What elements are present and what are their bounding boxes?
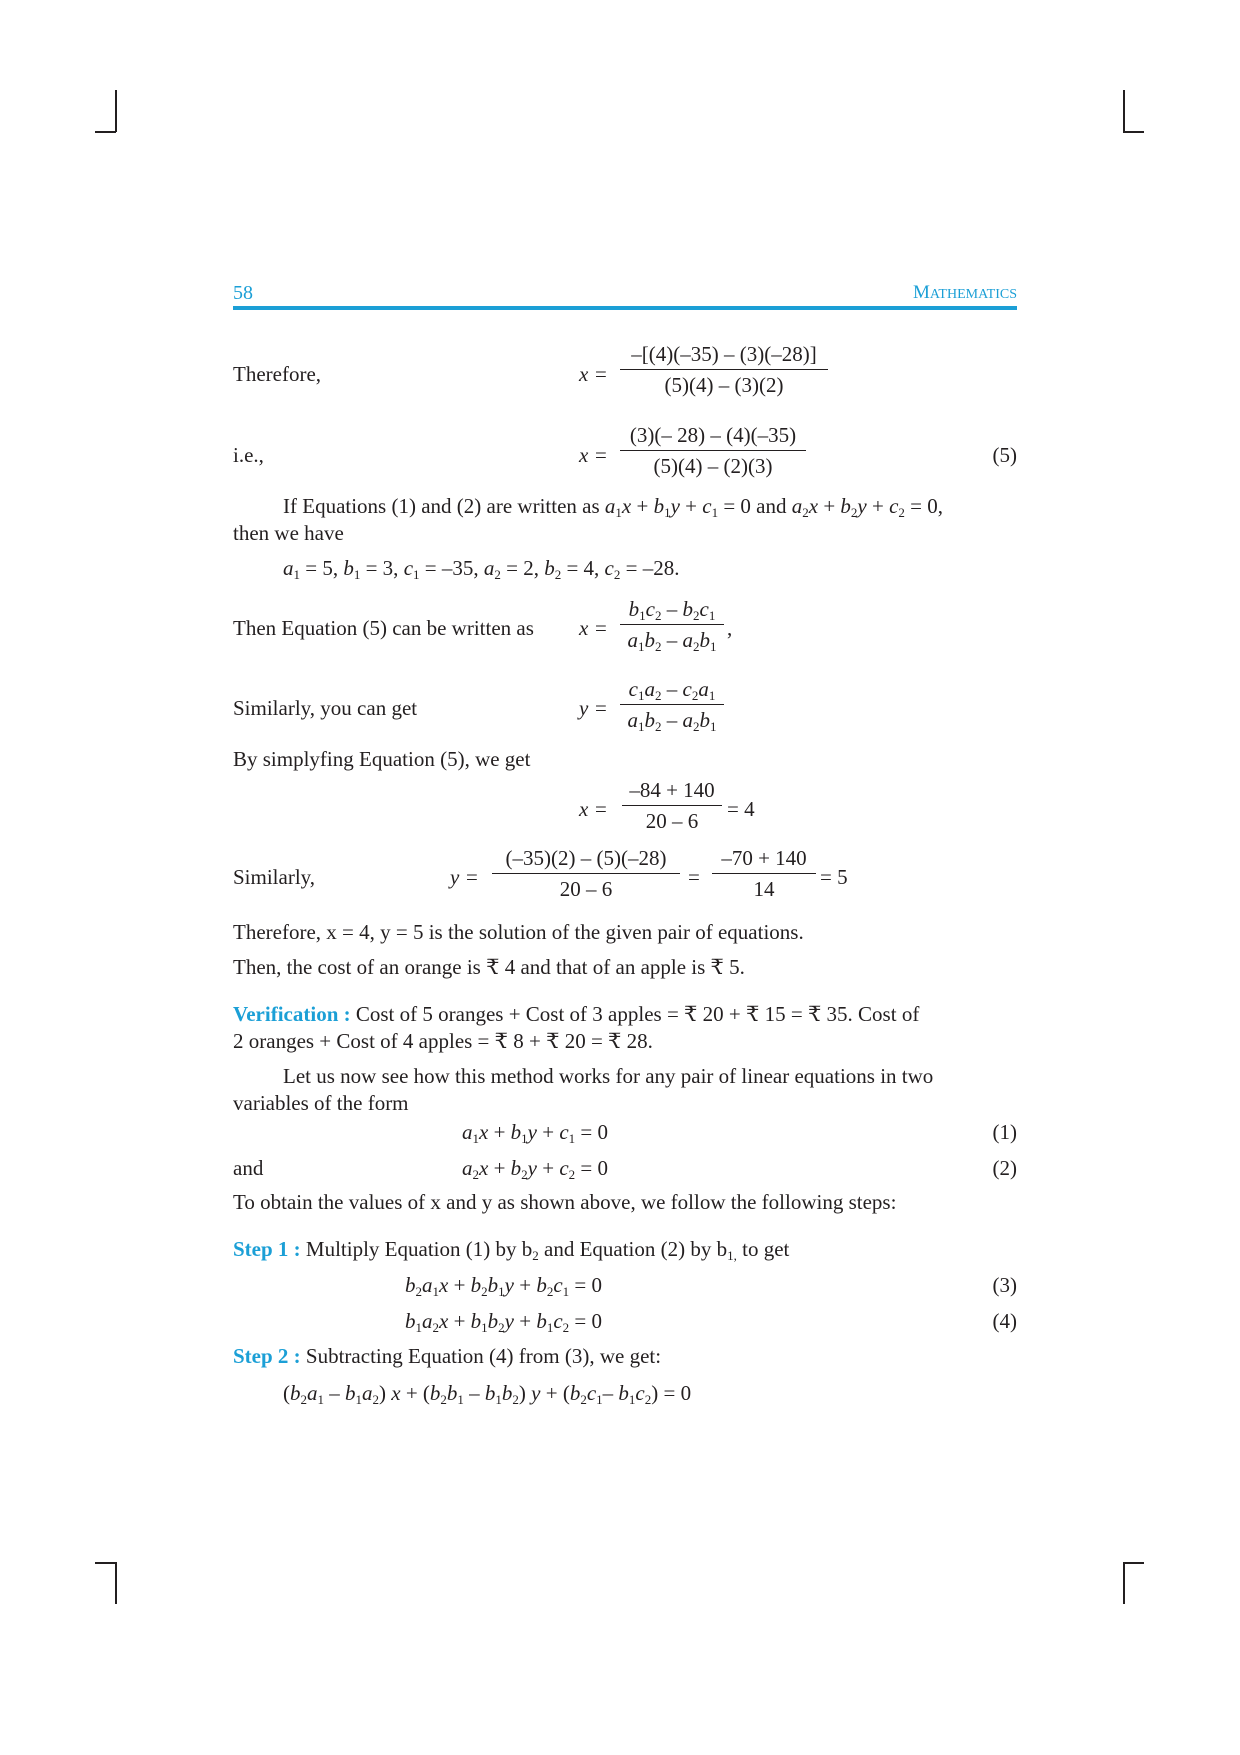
eq-general-x-lhs: x = <box>579 616 608 640</box>
crop-mark-top-right-h <box>1123 131 1144 133</box>
eq-x-value-lhs: x = <box>579 797 608 821</box>
eq-y-value-numerator-1: (–35)(2) – (5)(–28) <box>492 846 680 874</box>
label-therefore: Therefore, <box>233 362 322 386</box>
crop-mark-bottom-left-h <box>95 1562 116 1564</box>
eq-y-value-denominator-2: 14 <box>753 877 775 901</box>
step2-text: Subtracting Equation (4) from (3), we get: <box>300 1344 662 1368</box>
eq-y-value-lhs: y = <box>450 865 479 889</box>
eq-x1-fraction <box>620 342 828 397</box>
label-by-simplifying: By simplyfing Equation (5), we get <box>233 747 531 771</box>
eq-x2-fraction <box>620 423 806 478</box>
para1-line2: then we have <box>233 521 344 545</box>
label-ie: i.e., <box>233 443 264 467</box>
verification-line-1 <box>233 1002 919 1026</box>
eq-general-x-comma: , <box>727 616 733 640</box>
eq-general-y-lhs: y = <box>579 696 608 720</box>
eq-x1-numerator: –[(4)(–35) – (3)(–28)] <box>620 342 828 370</box>
crop-mark-top-left <box>115 90 117 132</box>
equation-subtracted: $(b_2a_1 - b_1a_2) x + (b_2b_1 - b_1b_2) y + (b_2c_1-$ $b_1c_2) = 0$ <box>283 1381 692 1407</box>
step2-line <box>233 1344 661 1368</box>
label-then-equation-5: Then Equation (5) can be written as <box>233 616 534 640</box>
equation-number-1: (1) <box>992 1120 1017 1144</box>
running-title <box>913 281 1017 307</box>
eq-y-value-equals: = <box>688 865 700 889</box>
crop-mark-bottom-left <box>115 1562 117 1604</box>
eq-y-value-numerator-2: –70 + 140 <box>712 846 816 874</box>
para1-line1: If Equations (1) and (2) are written as $a_1x + b_1y + c_1 = 0$ and $a_2x + b_2y + c_2 = 0$, <box>283 494 943 520</box>
step2-label: Step 2 : <box>233 1344 301 1368</box>
crop-mark-top-left-h <box>95 131 116 133</box>
para1-text-c: = 0, <box>904 494 943 518</box>
equation-number-5: (5) <box>992 443 1017 467</box>
verification-label: Verification : <box>233 1002 351 1026</box>
step1-text-c: to get <box>736 1237 790 1261</box>
general-equation-2: $a_2x + b_2y + c_2 = 0$ <box>462 1156 609 1182</box>
running-title-initial: M <box>912 282 930 303</box>
equation-number-3: (3) <box>992 1273 1017 1297</box>
eq-x2-lhs: x = <box>579 443 608 467</box>
eq-general-y-denominator: $a_1b_2 - a_2b_1$ <box>627 708 717 734</box>
eq-x-value-fraction <box>622 778 722 833</box>
eq-x1-lhs: x = <box>579 362 608 386</box>
eq-general-x-numerator: $b_1c_2 - b_2c_1$ <box>620 597 724 625</box>
eq-general-x-fraction <box>620 597 724 652</box>
coefficients-line: $a_1 = 5$, $b_1 = 3$, $c_1 = -35$, $a_2 = 2$, $b_2 = 4$, $c_2 = -28$. <box>283 556 680 582</box>
para1-text-a: If Equations (1) and (2) are written as <box>283 494 605 518</box>
step1-line: Step 1 : Multiply Equation (1) by $b_2$ and Equation (2) by $b_{1,}$ to get <box>233 1237 790 1263</box>
eq-x-value-numerator: –84 + 140 <box>622 778 722 806</box>
general-equation-1: $a_1x + b_1y + c_1 = 0$ <box>462 1120 609 1146</box>
eq-y-value-fraction-2 <box>712 846 816 901</box>
equation-3: $b_2a_1x + b_2b_1y + b_2c_1 = 0$ <box>405 1273 603 1299</box>
conclusion-line-2: Then, the cost of an orange is ₹ 4 and that of an apple is ₹ 5. <box>233 955 745 979</box>
method-line-2: variables of the form <box>233 1091 409 1115</box>
eq-x2-denominator: (5)(4) – (2)(3) <box>653 454 773 478</box>
eq-x2-numerator: (3)(– 28) – (4)(–35) <box>620 423 806 451</box>
eq-x1-denominator: (5)(4) – (3)(2) <box>664 373 784 397</box>
label-and: and <box>233 1156 264 1180</box>
step1-text-b: and Equation (2) by b <box>538 1237 728 1261</box>
page-number: 58 <box>233 282 253 304</box>
eq-y-value-result: = 5 <box>820 865 848 889</box>
eq-x-value-result: = 4 <box>727 797 755 821</box>
eq-general-y-fraction <box>620 677 724 732</box>
steps-intro: To obtain the values of x and y as shown above, we follow the following steps: <box>233 1190 897 1214</box>
step1-text-a: Multiply Equation (1) by b <box>300 1237 533 1261</box>
conclusion-line-1: Therefore, x = 4, y = 5 is the solution of the given pair of equations. <box>233 920 804 944</box>
verification-text-1: Cost of 5 oranges + Cost of 3 apples = ₹ 20 + ₹ 15 = ₹ 35. Cost of <box>350 1002 920 1026</box>
equation-number-4: (4) <box>992 1309 1017 1333</box>
para1-text-b: and <box>750 494 792 518</box>
eq-x-value-denominator: 20 – 6 <box>645 809 699 833</box>
eq-general-y-numerator: $c_1a_2 - c_2a_1$ <box>620 677 724 705</box>
crop-mark-top-right <box>1123 90 1125 132</box>
verification-line-2: 2 oranges + Cost of 4 apples = ₹ 8 + ₹ 20 = ₹ 28. <box>233 1029 653 1053</box>
crop-mark-bottom-right-h <box>1123 1562 1144 1564</box>
step1-label: Step 1 : <box>233 1237 301 1261</box>
running-title-rest: ATHEMATICS <box>929 287 1017 302</box>
eq-y-value-fraction-1 <box>492 846 680 901</box>
header-rule <box>233 306 1017 310</box>
equation-4: $b_1a_2x + b_1b_2y + b_1c_2 = 0$ <box>405 1309 603 1335</box>
equation-number-2: (2) <box>992 1156 1017 1180</box>
eq-y-value-denominator-1: 20 – 6 <box>559 877 613 901</box>
eq-general-x-denominator: $a_1b_2 - a_2b_1$ <box>627 628 717 654</box>
label-similarly-get: Similarly, you can get <box>233 696 418 720</box>
label-similarly: Similarly, <box>233 865 316 889</box>
crop-mark-bottom-right <box>1123 1562 1125 1604</box>
method-line-1: Let us now see how this method works for any pair of linear equations in two <box>283 1064 934 1088</box>
